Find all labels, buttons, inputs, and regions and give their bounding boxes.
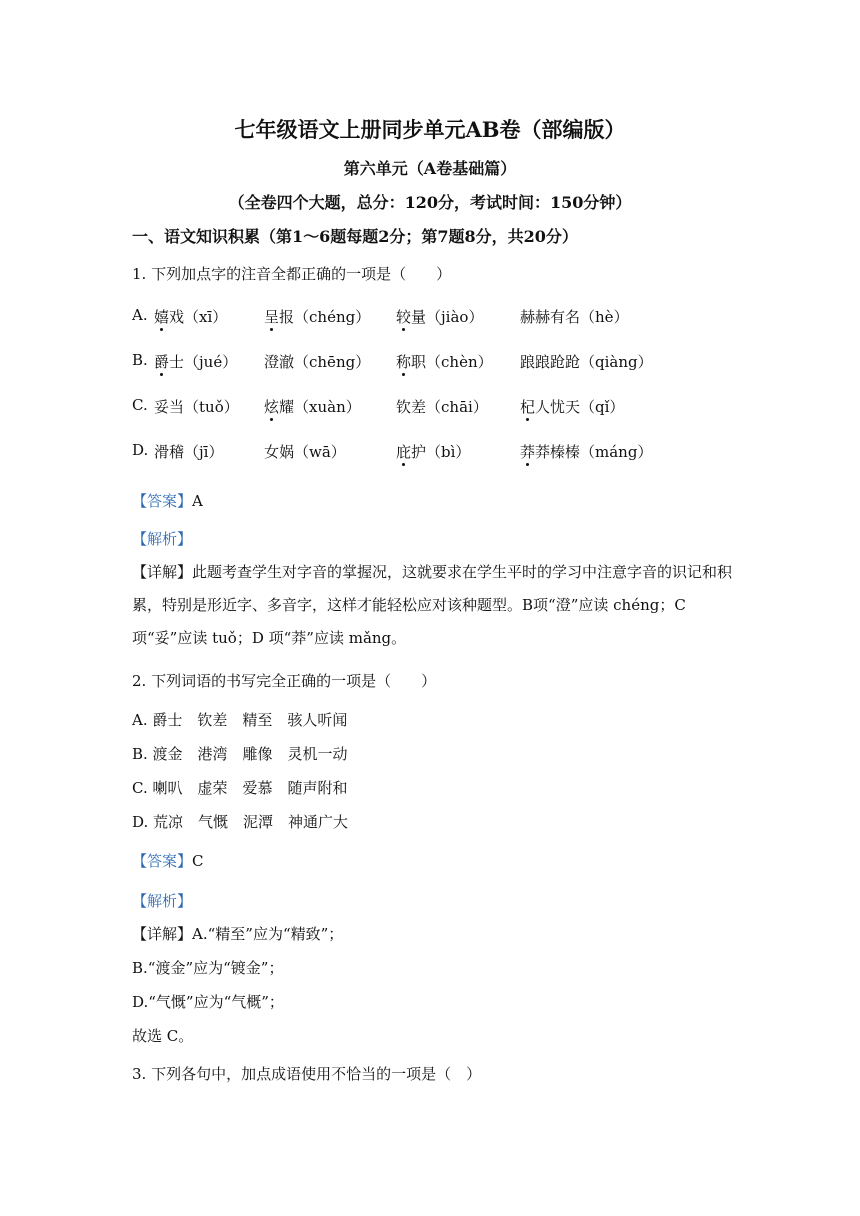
question-2-detail-line: 故选 C。 — [132, 1027, 194, 1045]
option-c-label: C. — [132, 396, 148, 414]
exam-note: （全卷四个大题，总分：120分，考试时间：150分钟） — [228, 193, 632, 212]
option-a-label: A. — [132, 306, 148, 324]
option-c-item-2: 炫耀（xuàn） — [264, 398, 361, 416]
question-2-option-b: B. 渡金 港湾 雕像 灵机一动 — [132, 745, 348, 763]
section-heading: 一、语文知识积累（第1～6题每题2分；第7题8分，共20分） — [132, 227, 578, 246]
option-c-item-4: 杞人忧天（qǐ） — [520, 398, 625, 416]
option-c-item-3: 钦差（chāi） — [396, 398, 488, 416]
option-b-label: B. — [132, 351, 148, 369]
option-d-item-2: 女娲（wā） — [264, 443, 346, 461]
question-1-analysis-tag: 【解析】 — [132, 530, 193, 548]
question-1-answer: 【答案】A — [132, 492, 203, 510]
option-b-item-1: 爵士（jué） — [154, 353, 238, 371]
option-a-item-1: 嬉戏（xī） — [154, 308, 228, 326]
question-2-detail-line: 【详解】A.“精至”应为“精致”； — [132, 925, 344, 943]
option-d-label: D. — [132, 441, 149, 459]
question-2-answer: 【答案】C — [132, 852, 204, 870]
option-c-item-1: 妥当（tuǒ） — [154, 398, 239, 416]
question-2-detail-line: D.“气慨”应为“气概”； — [132, 993, 284, 1011]
document-title: 七年级语文上册同步单元AB卷（部编版） — [234, 117, 626, 142]
option-d-item-4: 莽莽榛榛（máng） — [520, 443, 653, 461]
question-3-stem: 3. 下列各句中，加点成语使用不恰当的一项是（ ） — [132, 1065, 482, 1083]
option-d-item-3: 庇护（bì） — [396, 443, 471, 461]
option-b-item-3: 称职（chèn） — [396, 353, 493, 371]
question-1-stem: 1. 下列加点字的注音全都正确的一项是（ ） — [132, 265, 452, 283]
option-d-item-1: 滑稽（jī） — [154, 443, 224, 461]
option-a-item-3: 较量（jiào） — [396, 308, 484, 326]
question-2-option-c: C. 喇叭 虚荣 爱慕 随声附和 — [132, 779, 348, 797]
option-a-item-4: 赫赫有名（hè） — [520, 308, 629, 326]
answer-value: C — [192, 852, 204, 870]
answer-value: A — [192, 492, 203, 510]
question-2-option-d: D. 荒凉 气慨 泥潭 神通广大 — [132, 813, 349, 831]
option-a-item-2: 呈报（chéng） — [264, 308, 371, 326]
question-2-analysis-tag: 【解析】 — [132, 892, 193, 910]
question-1-detail: 【详解】此题考查学生对字音的掌握况，这就要求在学生平时的学习中注意字音的识记和积累，特别是形近字、多音字，这样才能轻松应对该种题型。B项“澄”应读 chéng；C 项“妥”应读 tuǒ；D 项“莽”应读 mǎng。 — [132, 563, 733, 647]
question-2-detail-line: B.“渡金”应为“镀金”； — [132, 959, 284, 977]
option-b-item-4: 踉踉跄跄（qiàng） — [520, 353, 653, 371]
document-subtitle: 第六单元（A卷基础篇） — [343, 159, 517, 178]
option-b-item-2: 澄澈（chēng） — [264, 353, 371, 371]
question-2-option-a: A. 爵士 钦差 精至 骇人听闻 — [132, 711, 348, 729]
question-2-stem: 2. 下列词语的书写完全正确的一项是（ ） — [132, 672, 437, 690]
